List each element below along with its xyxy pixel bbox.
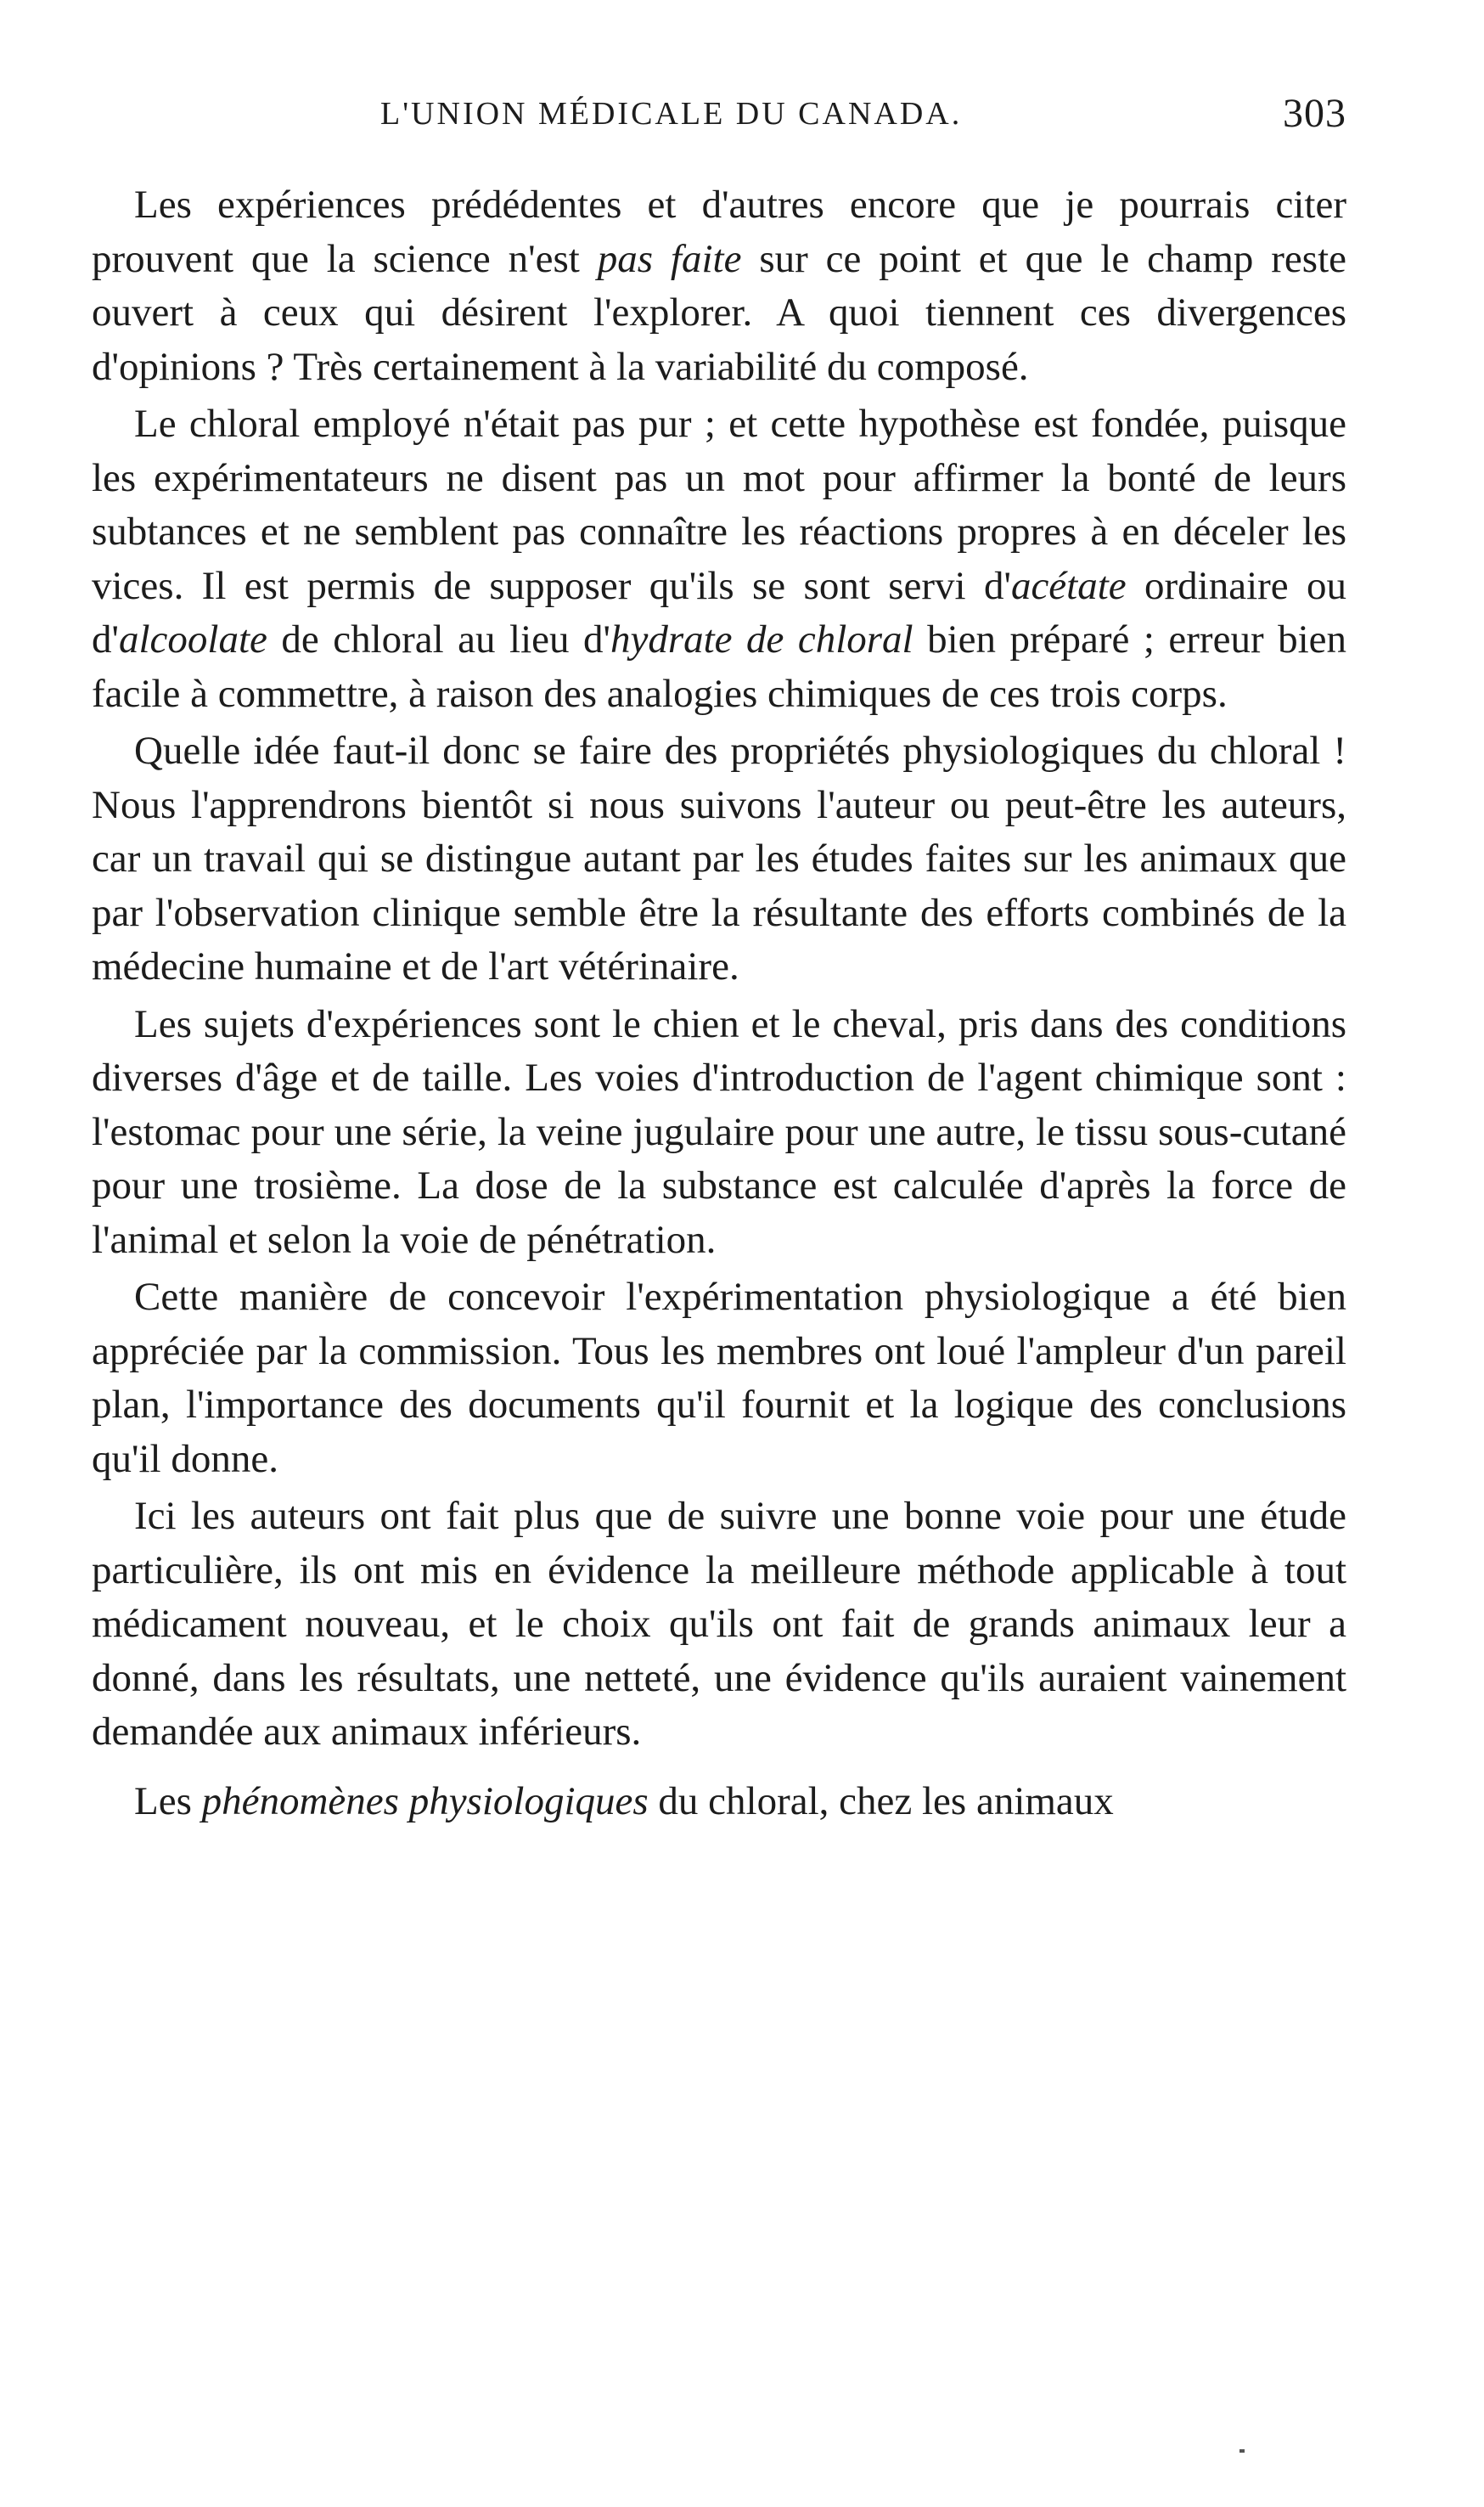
text-run: Le chloral employé n'était pas pur ; et cette hypothèse est fondée, puisque les expérimentateurs ne disent pas un mot pour affirmer la bonté de leurs subtances et ne semblent pas connaître les réactions propres à en déceler les vices. Il est permis de supposer qu'ils se sont servi d' bbox=[92, 402, 1346, 608]
italic-text: phénomènes physiologiques bbox=[201, 1778, 649, 1823]
text-run: Quelle idée faut-il donc se faire des propriétés physiologiques du chloral ! Nous l'apprendrons bientôt si nous suivons l'auteur ou peut-être les auteurs, car un travail qui se distingue autant par les études faites sur les animaux que par l'observation clinique semble être la résultante des efforts combinés de la médecine humaine et de l'art vétérinaire. bbox=[92, 729, 1346, 989]
paragraph-6 bbox=[92, 1490, 1346, 1760]
text-run: Les expériences prédédentes et d'autres encore que je pourrais citer prouvent que la science n'est bbox=[92, 183, 1346, 281]
paragraph-7 bbox=[92, 1775, 1346, 1829]
paragraph-5 bbox=[92, 1270, 1346, 1486]
text-run: sur ce point et que le champ reste ouvert à ceux qui désirent l'explorer. A quoi tiennent ces divergences d'opinions ? Très certainement à la variabilité du composé. bbox=[92, 236, 1346, 389]
text-run: Cette manière de concevoir l'expérimentation physiologique a été bien appréciée par la commission. Tous les membres ont loué l'ampleur d'un pareil plan, l'importance des documents qu'il fournit et la logique des conclusions qu'il donne. bbox=[92, 1275, 1346, 1481]
text-run: de chloral au lieu d' bbox=[267, 617, 610, 662]
paragraph-1 bbox=[92, 178, 1346, 394]
text-run: Les sujets d'expériences sont le chien et le cheval, pris dans des conditions diverses d'âge et de taille. Les voies d'introduction de l'agent chimique sont : l'estomac pour une série, la veine jugulaire pour une autre, le tissu sous-cutané pour une trosième. La dose de la substance est calculée d'après la force de l'animal et selon la voie de pénétration. bbox=[92, 1001, 1346, 1262]
paragraph-3 bbox=[92, 724, 1346, 994]
text-run: Ici les auteurs ont fait plus que de suivre une bonne voie pour une étude particulière, ils ont mis en évidence la meilleure méthode applicable à tout médicament nouveau, et le choix qu'ils ont fait de grands animaux leur a donné, dans les résultats, une netteté, une évidence qu'ils auraient vainement demandée aux animaux inférieurs. bbox=[92, 1494, 1346, 1754]
page-header bbox=[92, 91, 1346, 146]
text-run: bien préparé ; erreur bien facile à commettre, à raison des analogies chimiques de ces trois corps. bbox=[92, 617, 1346, 716]
page-number: 303 bbox=[1283, 91, 1346, 136]
italic-text: hydrate de chloral bbox=[610, 617, 913, 662]
paragraph-2 bbox=[92, 397, 1346, 721]
italic-text: alcoolate bbox=[118, 617, 267, 662]
text-run: ordinaire ou d' bbox=[92, 563, 1347, 662]
italic-text: acétate bbox=[1010, 563, 1127, 608]
text-run: Les bbox=[134, 1778, 202, 1823]
running-head: L'UNION MÉDICALE DU CANADA. bbox=[380, 96, 963, 132]
text-run: du chloral, chez les animaux bbox=[648, 1778, 1114, 1823]
stray-ink-mark bbox=[1239, 2449, 1245, 2453]
italic-text: pas faite bbox=[597, 236, 742, 281]
body-text bbox=[92, 178, 1346, 1832]
paragraph-4 bbox=[92, 998, 1346, 1268]
